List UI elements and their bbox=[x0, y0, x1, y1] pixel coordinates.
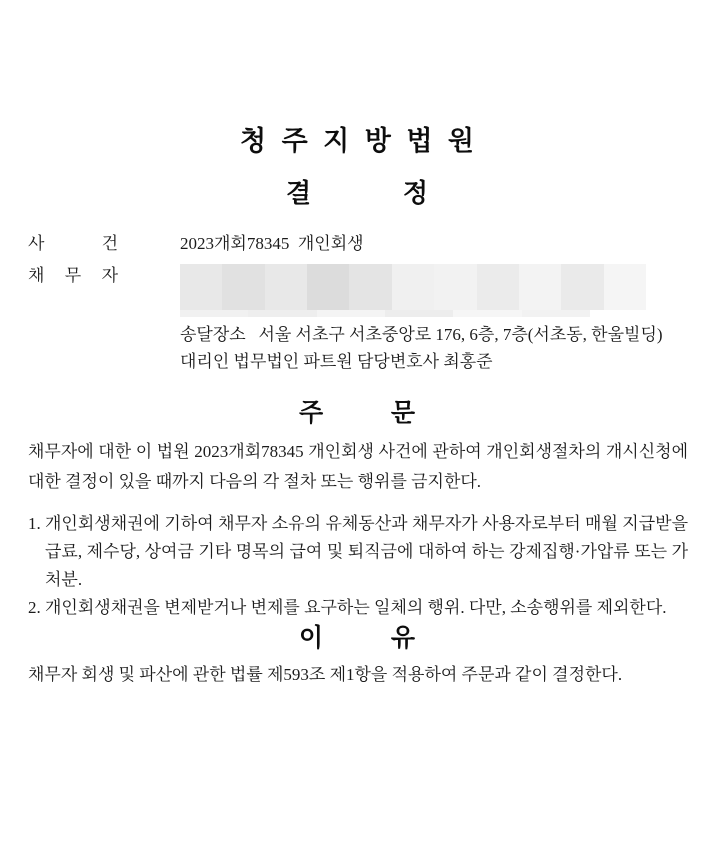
redaction-block bbox=[222, 264, 264, 310]
redaction-block bbox=[392, 264, 434, 310]
order-item-2-text: 개인회생채권을 변제받거나 변제를 요구하는 일체의 행위. 다만, 소송행위를 제외한다. bbox=[45, 598, 667, 617]
case-fields bbox=[0, 232, 714, 317]
redaction-block bbox=[434, 264, 476, 310]
order-item-1-text: 개인회생채권에 기하여 채무자 소유의 유체동산과 채무자가 사용자로부터 매월 지급받을 급료, 제수당, 상여금 기타 명목의 급여 및 퇴직금에 대하여 하는 강제집행·가압류 또는 가처분. bbox=[45, 514, 688, 589]
reason-heading-row bbox=[0, 622, 714, 654]
order-item-2-number: 2. bbox=[28, 598, 41, 617]
redaction-block bbox=[477, 264, 519, 310]
debtor-redaction-sub bbox=[180, 310, 590, 317]
address-block bbox=[180, 321, 688, 375]
redaction-block bbox=[453, 310, 521, 317]
redaction-block bbox=[265, 264, 307, 310]
case-number-row bbox=[0, 232, 714, 256]
order-item-1 bbox=[28, 510, 688, 594]
order-item-2 bbox=[28, 594, 688, 622]
reason-paragraph: 채무자 회생 및 파산에 관한 법률 제593조 제1항을 적용하여 주문과 같이 결정한다. bbox=[28, 665, 623, 684]
redaction-block bbox=[180, 264, 222, 310]
case-number-value: 2023개회78345 개인회생 bbox=[180, 234, 364, 253]
court-title: 청 주 지 방 법 원 bbox=[240, 126, 474, 156]
redaction-block bbox=[307, 264, 349, 310]
redaction-block bbox=[180, 310, 248, 317]
order-heading-row bbox=[0, 397, 714, 429]
redaction-block bbox=[248, 310, 316, 317]
doc-type-row bbox=[0, 176, 714, 210]
debtor-redaction-main bbox=[180, 264, 646, 310]
redaction-block bbox=[317, 310, 385, 317]
order-item-1-number: 1. bbox=[28, 514, 41, 533]
order-intro-paragraph: 채무자에 대한 이 법원 2023개회78345 개인회생 사건에 관하여 개인회생절차의 개시신청에 대한 결정이 있을 때까지 다음의 각 절차 또는 행위를 금지한다. bbox=[28, 442, 688, 491]
reason-heading: 이 유 bbox=[299, 624, 415, 652]
redaction-block bbox=[519, 264, 561, 310]
attorney-line: 대리인 법무법인 파트원 담당변호사 최홍준 bbox=[180, 352, 493, 371]
debtor-label: 채 무 자 bbox=[28, 266, 118, 285]
debtor-row bbox=[0, 264, 714, 317]
order-item-list bbox=[28, 510, 688, 622]
redaction-block bbox=[522, 310, 590, 317]
service-address-line: 송달장소 서울 서초구 서초중앙로 176, 6층, 7층(서초동, 한울빌딩) bbox=[180, 325, 663, 344]
redaction-block bbox=[604, 264, 646, 310]
redaction-block bbox=[561, 264, 603, 310]
debtor-name-redacted bbox=[180, 264, 646, 317]
redaction-block bbox=[349, 264, 391, 310]
doc-type-title: 결 정 bbox=[286, 178, 428, 208]
order-heading: 주 문 bbox=[299, 399, 415, 427]
redaction-block bbox=[385, 310, 453, 317]
court-title-row bbox=[0, 0, 714, 158]
case-label: 사 건 bbox=[28, 234, 118, 253]
